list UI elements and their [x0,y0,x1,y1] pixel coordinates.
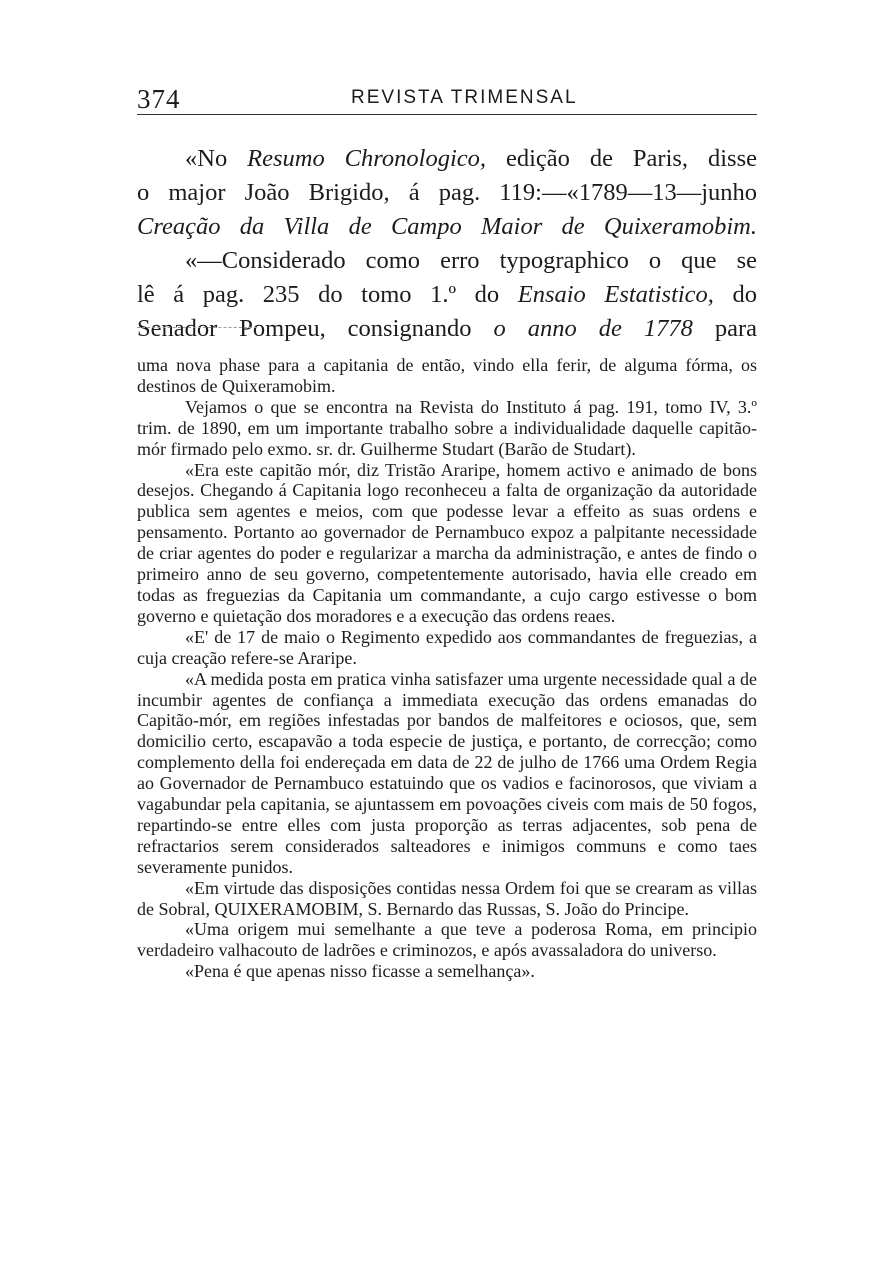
paragraph: «Uma origem mui semelhante a que teve a poderosa Roma, em principio verdadeiro valhacouto de ladrões e criminozos, e após avassaladora do universo. [137,919,757,961]
small-type-block [137,355,757,982]
text-line: o major João Brigido, á pag. 119:—«1789—13—junho [137,179,757,206]
page-header [137,84,757,118]
text-line: Senador Pompeu, consignando o anno de 1778 para [137,315,757,342]
paragraph: «Em virtude das disposições contidas nessa Ordem foi que se crearam as villas de Sobral, QUIXERAMOBIM, S. Bernardo das Russas, S. João do Principe. [137,877,757,919]
paragraph: «E' de 17 de maio o Regimento expedido aos commandantes de freguezias, a cuja creação refere-se Araripe. [137,626,757,668]
text-line: «—Considerado como erro typographico o que se [185,247,757,274]
paragraph: «Pena é que apenas nisso ficasse a semelhança». [185,961,535,982]
header-rule [137,114,757,115]
paragraph: uma nova phase para a capitania de então, vindo ella ferir, de alguma fórma, os destinos de Quixeramobim. [137,355,757,396]
paragraph: «A medida posta em pratica vinha satisfazer uma urgente necessidade qual a de incumbir agentes de confiança a immediata execução das ordens emanadas do Capitão-mór, em regiões infestadas por bandos de malfeitores e ociosos, que, sem domicilio certo, escapavão a toda especie de justiça, e portanto, de correcção; como complemento della foi endereçada em data de 22 de julho de 1766 uma Ordem Regia ao Governador de Pernambuco estatuindo que os vadios e facinorosos, que viviam a vagabundar pela capitania, se ajuntassem em povoações civeis com mais de 50 fogos, repartindo-se entre elles com justa proporção as terras adjacentes, sob pena de refractarios serem considerados salteadores e inimigos communs e como taes severamente punidos. [137,668,757,877]
page-number: 374 [137,84,181,114]
text-line: «No Resumo Chronologico, edição de Paris, disse [185,145,757,172]
separator [137,327,257,328]
text-line: lê á pag. 235 do tomo 1.º do Ensaio Estatistico, do [137,281,758,308]
text-line: Creação da Villa de Campo Maior de Quixeramobim. [137,213,757,240]
paragraph: «Era este capitão mór, diz Tristão Araripe, homem activo e animado de bons desejos. Chegando á Capitania logo reconheceu a falta de organização da autoridade publica sem agentes e meios, com que podesse levar a effeito as suas ordens e pensamento. Portanto ao governador de Pernambuco expoz a palpitante necessidade de criar agentes do poder e regularizar a marcha da administração, e antes de findo o primeiro anno de seu governo, competentemente autorisado, havia elle creado em todas as freguezias da Capitania um commandante, a cujo cargo estivesse o bom governo e quietação dos moradores e a execução das ordens reaes. [137,459,757,626]
large-type-block [137,142,757,346]
running-title: REVISTA TRIMENSAL [351,87,578,108]
paragraph: Vejamos o que se encontra na Revista do Instituto á pag. 191, tomo IV, 3.º trim. de 1890, em um importante trabalho sobre a individualidade daquelle capitão-mór firmado pelo exmo. sr. dr. Guilherme Studart (Barão de Studart). [137,396,757,459]
